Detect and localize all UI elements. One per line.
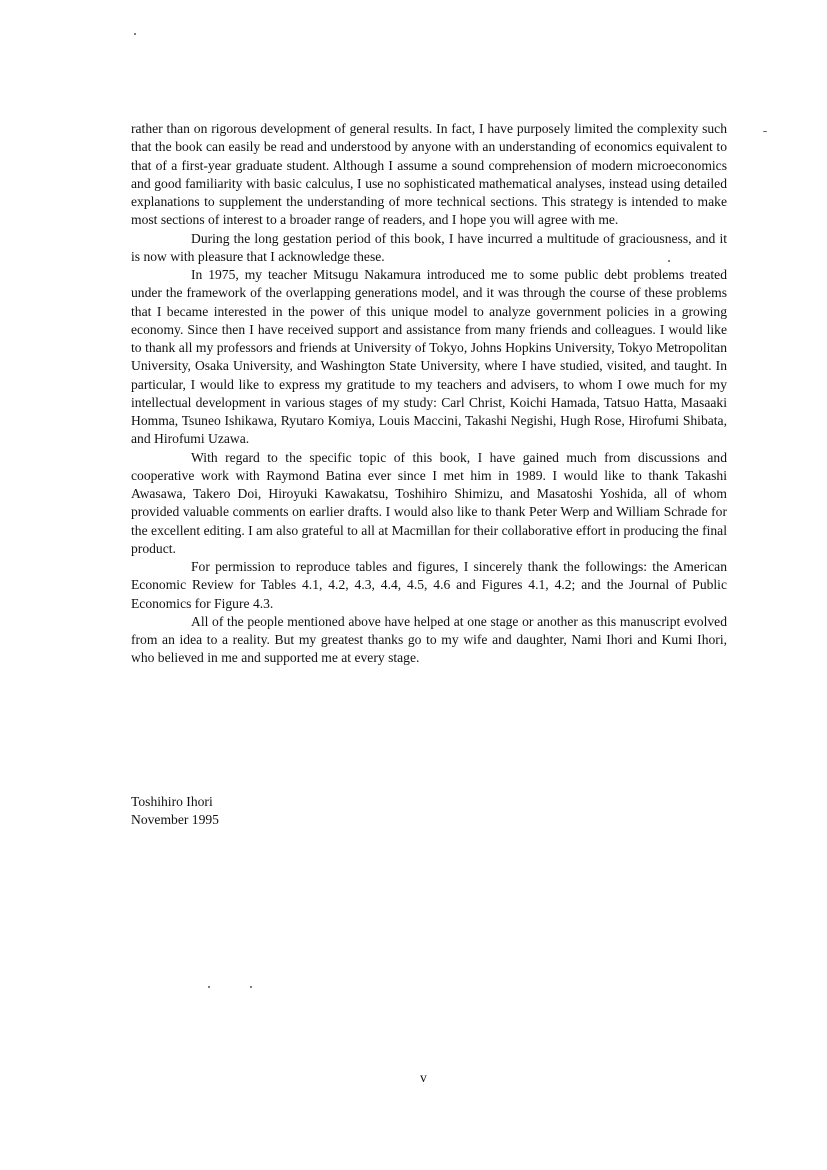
signature-block (131, 793, 219, 830)
paragraph-gratitude-intro: During the long gestation period of this book, I have incurred a multitude of graciousness, and it is now with pleasure that I acknowledge these. (131, 230, 727, 264)
paragraph-teachers: In 1975, my teacher Mitsugu Nakamura introduced me to some public debt problems treated under the framework of the overlapping generations model, and it was through the course of these problems that I became interested in the power of this unique model to analyze government policies in a growing economy. Since then I have received support and assistance from many friends and colleagues. I would like to thank all my professors and friends at University of Tokyo, Johns Hopkins University, Tokyo Metropolitan University, Osaka University, and Washington State University, where I have studied, visited, and taught. In particular, I would like to express my gratitude to my teachers and advisers, to whom I owe much for my intellectual development in various stages of my study: Carl Christ, Koichi Hamada, Tatsuo Hatta, Masaaki Homma, Tsuneo Ishikawa, Ryutaro Komiya, Louis Maccini, Takashi Negishi, Hugh Rose, Hirofumi Shibata, and Hirofumi Uzawa. (131, 267, 727, 447)
preface-body (131, 120, 727, 668)
scan-speck (250, 986, 252, 988)
signature-date: November 1995 (131, 812, 219, 828)
author-name: Toshihiro Ihori (131, 794, 213, 809)
paragraph-permissions: For permission to reproduce tables and figures, I sincerely thank the followings: the American Economic Review for Tables 4.1, 4.2, 4.3, 4.4, 4.5, 4.6 and Figures 4.1, 4.2; and the Journal of Public Economics for Figure 4.3. (131, 559, 727, 611)
scan-speck (134, 33, 136, 35)
paragraph-family: All of the people mentioned above have helped at one stage or another as this manuscript evolved from an idea to a reality. But my greatest thanks go to my wife and daughter, Nami Ihori and Kumi Ihori, who believed in me and supported me at every stage. (131, 613, 727, 666)
paragraph-scope: rather than on rigorous development of general results. In fact, I have purposely limited the complexity such that the book can easily be read and understood by anyone with an understanding of economics equivalent to that of a first-year graduate student. Although I assume a sound comprehension of modern microeconomics and good familiarity with basic calculus, I use no sophisticated mathematical analyses, instead using detailed explanations to supplement the understanding of more technical sections. This strategy is intended to make most sections of interest to a broader range of readers, and I hope you will agree with me. (131, 121, 727, 228)
scan-speck (208, 986, 210, 988)
scan-speck (763, 131, 767, 132)
scan-speck (668, 260, 670, 262)
paragraph-colleagues: With regard to the specific topic of this book, I have gained much from discussions and cooperative work with Raymond Batina ever since I met him in 1989. I would like to thank Takashi Awasawa, Takero Doi, Hiroyuki Kawakatsu, Toshihiro Shimizu, and Masatoshi Yoshida, all of whom provided valuable comments on earlier drafts. I would also like to thank Peter Werp and William Schrade for the excellent editing. I am also grateful to all at Macmillan for their collaborative effort in producing the final product. (131, 449, 727, 556)
page-number: v (420, 1070, 427, 1085)
